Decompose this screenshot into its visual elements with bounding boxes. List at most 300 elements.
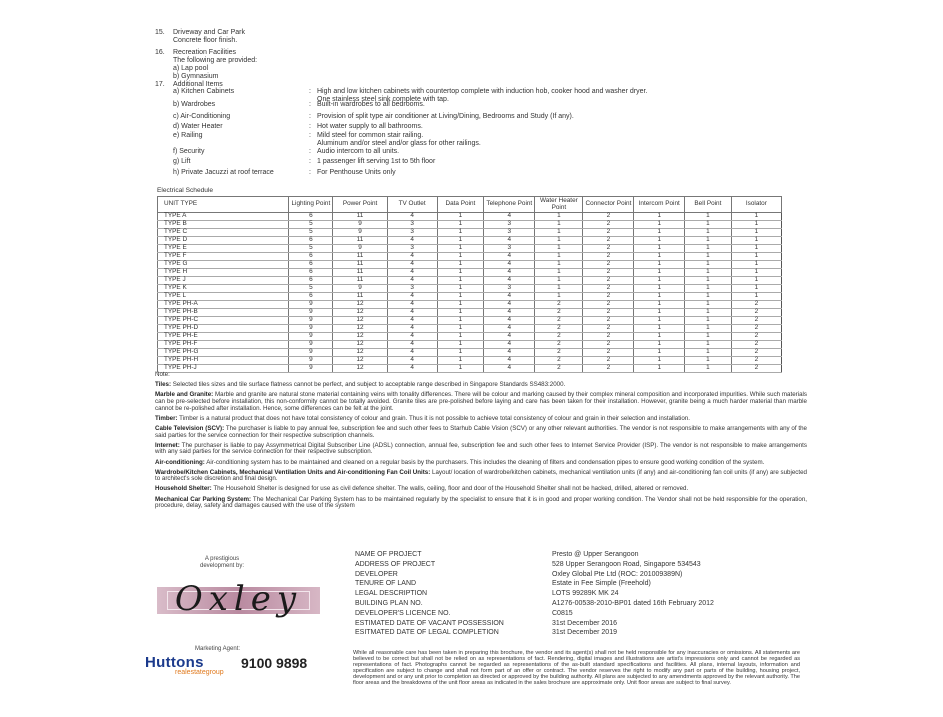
table-cell: 11	[333, 293, 387, 301]
table-cell: 1	[437, 341, 484, 349]
table-cell: 1	[634, 349, 685, 357]
note-item	[155, 392, 807, 412]
unit-type-cell: TYPE PH-F	[158, 341, 289, 349]
table-row	[158, 213, 782, 221]
column-header: TV Outlet	[387, 197, 437, 213]
table-cell: 1	[634, 341, 685, 349]
note-item	[155, 460, 807, 467]
note-item	[155, 497, 807, 510]
project-info-value: 31st December 2016	[552, 619, 617, 627]
notes-section	[155, 372, 807, 513]
table-cell: 5	[289, 245, 333, 253]
table-cell: 2	[731, 357, 781, 365]
table-cell: 3	[484, 245, 535, 253]
table-cell: 1	[437, 333, 484, 341]
item-label: d) Water Heater	[173, 123, 223, 130]
table-cell: 1	[684, 253, 731, 261]
note-item	[155, 470, 807, 483]
unit-type-cell: TYPE K	[158, 285, 289, 293]
unit-type-cell: TYPE PH-D	[158, 325, 289, 333]
table-row	[158, 221, 782, 229]
item-colon: :	[309, 148, 311, 155]
table-cell: 4	[484, 349, 535, 357]
item-label: a) Kitchen Cabinets	[173, 88, 235, 95]
table-cell: 4	[387, 341, 437, 349]
huttons-logo-sub: realestategroup	[175, 669, 224, 676]
table-cell: 9	[333, 229, 387, 237]
table-cell: 12	[333, 309, 387, 317]
table-cell: 6	[289, 293, 333, 301]
table-row	[158, 229, 782, 237]
huttons-logo-text: Huttons	[145, 654, 204, 671]
table-cell: 4	[484, 237, 535, 245]
table-cell: 6	[289, 213, 333, 221]
column-header: Lighting Point	[289, 197, 333, 213]
table-cell: 9	[333, 285, 387, 293]
item-value	[317, 158, 435, 166]
table-cell: 2	[583, 349, 634, 357]
table-cell: 1	[634, 213, 685, 221]
table-cell: 1	[634, 237, 685, 245]
item-value	[317, 123, 423, 131]
table-cell: 3	[484, 221, 535, 229]
table-cell: 9	[333, 221, 387, 229]
table-cell: 1	[634, 365, 685, 373]
table-cell: 1	[684, 221, 731, 229]
table-cell: 2	[583, 237, 634, 245]
table-cell: 1	[684, 277, 731, 285]
table-cell: 4	[484, 357, 535, 365]
table-cell: 1	[437, 285, 484, 293]
item-colon: :	[309, 158, 311, 165]
item-colon: :	[309, 101, 311, 108]
table-cell: 9	[289, 301, 333, 309]
table-cell: 1	[634, 253, 685, 261]
table-cell: 2	[583, 333, 634, 341]
table-cell: 4	[387, 317, 437, 325]
unit-type-cell: TYPE F	[158, 253, 289, 261]
table-cell: 11	[333, 237, 387, 245]
item-value-line: High and low kitchen cabinets with countertop complete with induction hob, cooker hood and washer dryer.	[317, 88, 648, 95]
item-title: Additional Items	[173, 81, 223, 88]
table-row	[158, 237, 782, 245]
table-cell: 1	[535, 261, 583, 269]
table-cell: 4	[387, 277, 437, 285]
item-value	[317, 132, 481, 147]
table-cell: 5	[289, 285, 333, 293]
project-info-value: LOTS 99289K MK 24	[552, 590, 619, 598]
table-cell: 2	[535, 309, 583, 317]
table-cell: 1	[535, 253, 583, 261]
table-cell: 1	[634, 261, 685, 269]
table-cell: 4	[484, 341, 535, 349]
table-cell: 9	[289, 365, 333, 373]
table-cell: 2	[583, 221, 634, 229]
table-cell: 1	[535, 237, 583, 245]
note-text: Timber is a natural product that does not have total consistency of colour and grain. Thus it is not possible to achieve total consistency of colour and grain in their selection and installation.	[177, 414, 690, 422]
table-cell: 2	[731, 349, 781, 357]
project-info-value: 528 Upper Serangoon Road, Singapore 534543	[552, 560, 701, 568]
table-cell: 1	[684, 317, 731, 325]
table-cell: 1	[437, 229, 484, 237]
table-cell: 1	[684, 301, 731, 309]
table-cell: 11	[333, 213, 387, 221]
unit-type-cell: TYPE A	[158, 213, 289, 221]
note-text: The purchaser is liable to pay annual fee, subscription fee and such other fees to Starhub Cable Vision (SCV) or any other relevant authorities. The vendor is not responsible to make arrangements with any of the said parties for the service connection for their respective subscription channels.	[155, 424, 807, 439]
column-header: Data Point	[437, 197, 484, 213]
table-cell: 4	[484, 309, 535, 317]
table-cell: 9	[289, 309, 333, 317]
note-title: Wardrobe/Kitchen Cabinets, Mechanical Ventilation Units and Air-conditioning Fan Coil Units:	[155, 468, 431, 476]
note-item	[155, 416, 807, 423]
table-cell: 2	[731, 317, 781, 325]
item-text: a) Lap pool	[173, 65, 209, 72]
note-item	[155, 443, 807, 456]
item-number: 15.	[155, 29, 165, 36]
table-row	[158, 349, 782, 357]
table-cell: 3	[387, 245, 437, 253]
table-cell: 1	[634, 357, 685, 365]
table-cell: 2	[535, 349, 583, 357]
unit-type-cell: TYPE H	[158, 269, 289, 277]
table-cell: 2	[583, 269, 634, 277]
electrical-schedule-title: Electrical Schedule	[157, 187, 214, 194]
table-cell: 2	[535, 333, 583, 341]
table-cell: 4	[387, 325, 437, 333]
item-text: Concrete floor finish.	[173, 37, 238, 44]
table-cell: 1	[437, 213, 484, 221]
table-cell: 1	[684, 213, 731, 221]
table-cell: 3	[484, 285, 535, 293]
table-cell: 2	[583, 245, 634, 253]
table-cell: 12	[333, 301, 387, 309]
item-number: 16.	[155, 49, 165, 56]
unit-type-cell: TYPE C	[158, 229, 289, 237]
table-cell: 4	[484, 325, 535, 333]
item-colon: :	[309, 88, 311, 95]
table-cell: 1	[731, 261, 781, 269]
table-cell: 1	[731, 237, 781, 245]
table-cell: 2	[583, 285, 634, 293]
table-cell: 9	[289, 325, 333, 333]
table-cell: 2	[583, 213, 634, 221]
table-cell: 1	[535, 269, 583, 277]
table-cell: 4	[484, 317, 535, 325]
note-item	[155, 426, 807, 439]
item-value-line: Aluminum and/or steel and/or glass for other railings.	[317, 139, 481, 147]
table-row	[158, 317, 782, 325]
table-cell: 4	[387, 269, 437, 277]
table-cell: 1	[634, 325, 685, 333]
item-colon: :	[309, 113, 311, 120]
item-label: g) Lift	[173, 158, 191, 165]
table-cell: 1	[684, 325, 731, 333]
table-cell: 1	[535, 293, 583, 301]
table-cell: 2	[583, 253, 634, 261]
unit-type-cell: TYPE PH-C	[158, 317, 289, 325]
item-value-line: 1 passenger lift serving 1st to 5th floor	[317, 158, 436, 165]
table-cell: 1	[731, 221, 781, 229]
table-cell: 2	[535, 325, 583, 333]
item-title: Recreation Facilities	[173, 49, 237, 56]
table-cell: 9	[289, 349, 333, 357]
table-cell: 1	[684, 229, 731, 237]
table-cell: 2	[731, 333, 781, 341]
table-cell: 1	[437, 317, 484, 325]
table-cell: 1	[437, 309, 484, 317]
table-row	[158, 357, 782, 365]
table-cell: 2	[583, 325, 634, 333]
table-cell: 1	[634, 269, 685, 277]
table-cell: 1	[731, 213, 781, 221]
item-value-line: One stainless steel sink complete with tap.	[317, 95, 449, 103]
project-info-label: DEVELOPER	[355, 570, 398, 578]
project-info-value: A1276-00538-2010-BP01 dated 16th February 2012	[552, 599, 714, 607]
item-colon: :	[309, 169, 311, 176]
table-cell: 4	[484, 213, 535, 221]
item-value	[317, 169, 396, 177]
table-cell: 12	[333, 365, 387, 373]
table-cell: 1	[437, 365, 484, 373]
table-cell: 2	[583, 261, 634, 269]
notes-heading: Note:	[155, 371, 170, 378]
item-title: Driveway and Car Park	[173, 29, 245, 36]
table-cell: 1	[634, 285, 685, 293]
table-cell: 5	[289, 229, 333, 237]
table-cell: 2	[583, 357, 634, 365]
table-cell: 1	[684, 357, 731, 365]
project-info-label: NAME OF PROJECT	[355, 551, 422, 558]
table-cell: 9	[333, 245, 387, 253]
table-cell: 4	[484, 269, 535, 277]
project-info-value: Presto @ Upper Serangoon	[552, 551, 639, 558]
note-title: Household Shelter:	[155, 485, 212, 493]
table-cell: 1	[731, 285, 781, 293]
table-cell: 1	[634, 245, 685, 253]
agent-phone: 9100 9898	[241, 655, 308, 671]
table-cell: 1	[437, 301, 484, 309]
table-cell: 2	[731, 309, 781, 317]
table-cell: 1	[684, 245, 731, 253]
table-cell: 1	[634, 333, 685, 341]
item-text: The following are provided:	[173, 57, 258, 64]
project-info-label: BUILDING PLAN NO.	[355, 599, 423, 607]
item-colon: :	[309, 123, 311, 130]
table-cell: 1	[684, 349, 731, 357]
table-cell: 4	[387, 213, 437, 221]
table-cell: 11	[333, 277, 387, 285]
table-cell: 3	[387, 221, 437, 229]
table-cell: 1	[535, 285, 583, 293]
unit-type-cell: TYPE L	[158, 293, 289, 301]
table-cell: 1	[437, 357, 484, 365]
item-text: b) Gymnasium	[173, 73, 219, 80]
table-cell: 11	[333, 261, 387, 269]
table-cell: 4	[387, 253, 437, 261]
table-cell: 2	[535, 317, 583, 325]
table-row	[158, 253, 782, 261]
table-cell: 1	[437, 237, 484, 245]
unit-type-cell: TYPE PH-J	[158, 365, 289, 373]
table-cell: 1	[437, 253, 484, 261]
table-cell: 1	[731, 245, 781, 253]
table-cell: 4	[387, 293, 437, 301]
table-cell: 12	[333, 333, 387, 341]
item-value-line: Hot water supply to all bathrooms.	[317, 123, 423, 130]
electrical-schedule-table	[157, 196, 782, 373]
table-cell: 2	[583, 341, 634, 349]
table-cell: 2	[583, 317, 634, 325]
oxley-logo	[157, 579, 320, 619]
note-title: Mechanical Car Parking System:	[155, 495, 252, 503]
table-cell: 1	[634, 301, 685, 309]
item-colon: :	[309, 132, 311, 139]
table-cell: 1	[437, 221, 484, 229]
table-cell: 1	[684, 293, 731, 301]
note-title: Timber:	[155, 414, 178, 422]
table-cell: 1	[731, 269, 781, 277]
table-cell: 6	[289, 269, 333, 277]
item-label: f) Security	[173, 148, 205, 155]
item-value	[317, 101, 425, 109]
item-label: c) Air-Conditioning	[173, 113, 231, 120]
project-info-label: ESITMATED DATE OF LEGAL COMPLETION	[355, 629, 499, 637]
item-value-line: Built-in wardrobes to all bedrooms.	[317, 101, 425, 108]
table-cell: 9	[289, 317, 333, 325]
table-cell: 2	[535, 365, 583, 373]
project-info-label: ESTIMATED DATE OF VACANT POSSESSION	[355, 619, 504, 627]
table-row	[158, 309, 782, 317]
unit-type-cell: TYPE PH-E	[158, 333, 289, 341]
table-cell: 1	[634, 221, 685, 229]
table-cell: 12	[333, 325, 387, 333]
unit-type-cell: TYPE J	[158, 277, 289, 285]
disclaimer: While all reasonable care has been taken in preparing this brochure, the vendor and its agent(s) shall not be held responsible for any inaccuracies or omissions. All statements are believed to be correct but shall not be relied on as representations of fact. Rendering, digital images and illustrations are artist's impressions only and cannot be regarded as representations of fact. Photographs cannot be regarded as representations of the as-built standard specifications and facilities. All plans, internal layouts, information and specification are subject to change and shall not form part of an offer or contract. The vendor reserves the right to modify any part or parts of the building, housing project, development and or any unit prior to completion as directed or approved by the building authority. All plans are subjected to any amendments approved by the relevant authority. The floor areas and the breakdowns of the unit floor areas as indicated in the sales brochure are approximate only. Unit floor areas are subject to final survey.	[353, 650, 800, 686]
table-cell: 4	[387, 333, 437, 341]
project-info-value: C0815	[552, 609, 573, 617]
column-header: Power Point	[333, 197, 387, 213]
table-cell: 4	[387, 237, 437, 245]
table-cell: 1	[634, 277, 685, 285]
agent-caption: Marketing Agent:	[195, 646, 241, 652]
table-cell: 6	[289, 261, 333, 269]
note-title: Air-conditioning:	[155, 458, 205, 466]
item-label: b) Wardrobes	[173, 101, 216, 108]
table-cell: 6	[289, 277, 333, 285]
table-cell: 1	[535, 245, 583, 253]
item-label: h) Private Jacuzzi at roof terrace	[173, 169, 274, 176]
table-cell: 4	[387, 365, 437, 373]
table-cell: 4	[484, 333, 535, 341]
table-header-row	[158, 197, 782, 213]
unit-type-cell: TYPE PH-B	[158, 309, 289, 317]
table-cell: 1	[684, 309, 731, 317]
unit-type-cell: TYPE B	[158, 221, 289, 229]
table-cell: 1	[684, 341, 731, 349]
note-text: The Household Shelter is designed for use as civil defence shelter. The walls, ceiling, floor and door of the Household Shelter shall not be hacked, drilled, altered or removed.	[211, 485, 689, 493]
note-text: The Mechanical Car Parking System has to be maintained regularly by the specialist to ensure that it is in good and proper working condition. The Vendor shall not be held responsible for the operation, procedure, delay, safety and damages caused with the use of the system	[155, 495, 808, 510]
item-value	[317, 148, 399, 156]
note-item	[155, 486, 807, 493]
table-cell: 1	[437, 269, 484, 277]
table-cell: 9	[289, 357, 333, 365]
column-header: Water Heater Point	[535, 197, 583, 213]
project-info-value: Estate in Fee Simple (Freehold)	[552, 580, 651, 588]
table-cell: 2	[583, 293, 634, 301]
table-cell: 1	[731, 293, 781, 301]
table-cell: 2	[731, 301, 781, 309]
table-cell: 1	[731, 253, 781, 261]
spec-item-15	[155, 29, 455, 45]
table-cell: 1	[437, 349, 484, 357]
table-cell: 4	[484, 293, 535, 301]
table-cell: 9	[289, 333, 333, 341]
table-cell: 1	[684, 333, 731, 341]
project-info-label: DEVELOPER'S LICENCE NO.	[355, 609, 451, 617]
table-row	[158, 277, 782, 285]
note-text: Marble and granite are natural stone material containing veins with tonality differences. There will be colour and marking caused by their complex mineral composition and incorporated impurities. While such materials can be pre-selected before installation, this non-conformity cannot be totally avoided. Granite tiles are pre-polished before laying and care has been taken for their installation. However, granite being a much harder material than marble cannot be re-polished after installation. Hence, some differences can be felt at the joint.	[155, 391, 807, 412]
table-cell: 1	[437, 293, 484, 301]
table-cell: 6	[289, 237, 333, 245]
table-cell: 2	[535, 301, 583, 309]
table-row	[158, 333, 782, 341]
note-text: Selected tiles sizes and tile surface flatness cannot be perfect, and subject to acceptable range described in Singapore Standards SS483:2000.	[171, 381, 566, 389]
huttons-logo	[145, 655, 240, 681]
table-cell: 1	[634, 317, 685, 325]
table-cell: 1	[684, 261, 731, 269]
table-cell: 4	[484, 301, 535, 309]
table-cell: 4	[484, 253, 535, 261]
table-cell: 1	[535, 229, 583, 237]
column-header: Connector Point	[583, 197, 634, 213]
table-cell: 2	[583, 301, 634, 309]
table-cell: 9	[289, 341, 333, 349]
item-label: e) Railing	[173, 132, 203, 139]
unit-type-cell: TYPE PH-G	[158, 349, 289, 357]
note-title: Cable Television (SCV):	[155, 424, 225, 432]
table-cell: 2	[583, 365, 634, 373]
table-cell: 3	[484, 229, 535, 237]
table-cell: 1	[535, 277, 583, 285]
column-header: UNIT TYPE	[158, 197, 289, 213]
table-cell: 4	[387, 301, 437, 309]
note-item	[155, 382, 807, 389]
item-value	[317, 113, 574, 121]
table-cell: 4	[387, 261, 437, 269]
spec-item-16	[155, 49, 455, 81]
table-cell: 1	[437, 277, 484, 285]
table-cell: 1	[634, 293, 685, 301]
developer-caption: A prestigious development by:	[199, 556, 245, 569]
note-text: Layout/ location of wardrobe/kitchen cabinets, mechanical ventilation units (if any) and air-conditioning fan coil units (if any) are subjected to architect's sole discretion and final design.	[155, 468, 807, 483]
unit-type-cell: TYPE PH-H	[158, 357, 289, 365]
table-row	[158, 245, 782, 253]
table-cell: 2	[731, 365, 781, 373]
column-header: Intercom Point	[634, 197, 685, 213]
item-value-line: Provision of split type air conditioner at Living/Dining, Bedrooms and Study (If any).	[317, 113, 574, 120]
table-cell: 3	[387, 229, 437, 237]
table-cell: 2	[583, 277, 634, 285]
table-cell: 12	[333, 357, 387, 365]
unit-type-cell: TYPE E	[158, 245, 289, 253]
table-cell: 1	[634, 229, 685, 237]
table-cell: 1	[535, 213, 583, 221]
table-cell: 4	[484, 261, 535, 269]
table-row	[158, 341, 782, 349]
table-cell: 12	[333, 349, 387, 357]
table-cell: 1	[535, 221, 583, 229]
table-row	[158, 293, 782, 301]
